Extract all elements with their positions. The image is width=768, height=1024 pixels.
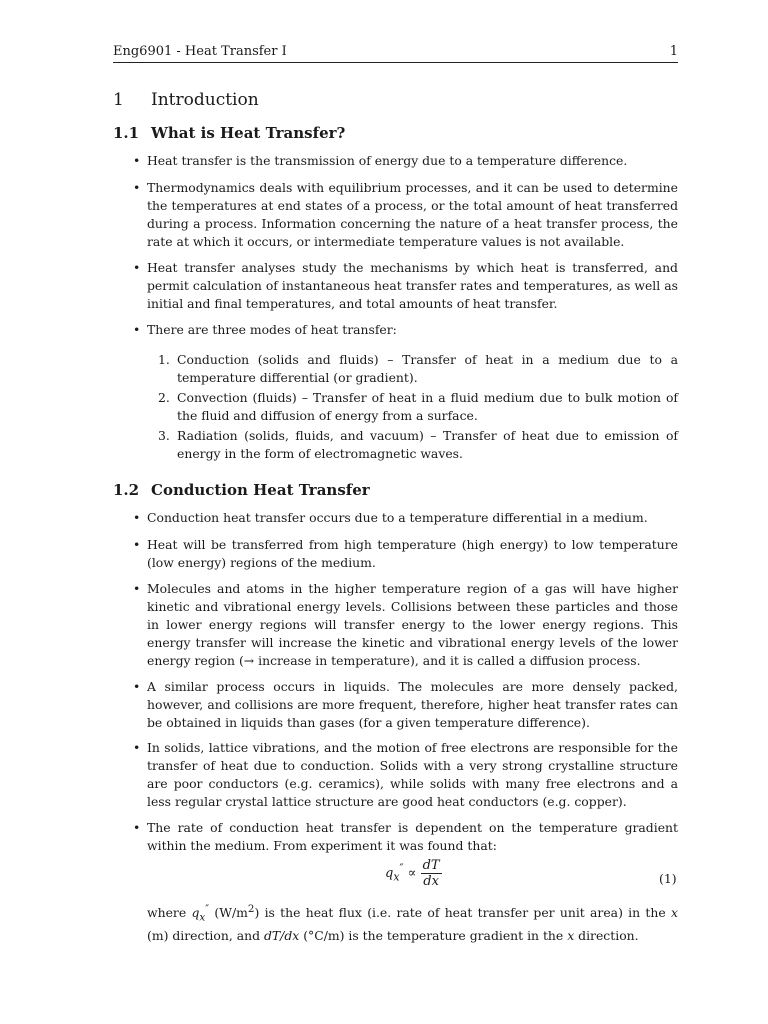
bullet-icon: • xyxy=(133,260,141,275)
running-header xyxy=(113,44,678,59)
eq-numerator: dT xyxy=(422,858,440,873)
bullet-text: A similar process occurs in liquids. The molecules are more densely packed, however, and collisions are more frequent, therefore, higher heat transfer rates can be obtained in liquids than gases (for a given temperature difference). xyxy=(147,679,678,730)
bullet-icon: • xyxy=(133,740,141,755)
section-heading xyxy=(113,90,259,110)
bullet-item xyxy=(133,509,678,527)
bullet-item xyxy=(133,739,678,811)
eq-lhs: q xyxy=(385,866,394,881)
x-variable: x xyxy=(567,927,575,943)
bullet-text: Heat transfer analyses study the mechanisms by which heat is transferred, and permit calculation of instantaneous heat transfer rates and temperatures, as well as initial and final temperatures, and total amounts of heat transfer. xyxy=(147,260,678,311)
gradient-symbol: dT/dx xyxy=(263,927,300,943)
flux-symbol: q xyxy=(191,905,200,921)
text-fragment: where xyxy=(147,905,187,921)
bullet-item xyxy=(133,580,678,670)
eq-prime: ″ xyxy=(399,861,404,875)
bullet-item xyxy=(133,259,678,313)
text-fragment: (m) direction, and xyxy=(147,927,261,943)
bullet-icon: • xyxy=(133,322,141,337)
subsection-heading-1-1 xyxy=(113,124,345,142)
section-title: Introduction xyxy=(151,90,259,110)
text-fragment: (W/m xyxy=(214,905,248,921)
bullet-text: There are three modes of heat transfer: xyxy=(147,322,397,337)
bullet-icon: • xyxy=(133,180,141,195)
list-item xyxy=(158,351,678,387)
x-variable: x xyxy=(670,905,678,921)
subsection-number: 1.1 xyxy=(113,124,140,142)
bullet-icon: • xyxy=(133,679,141,694)
eq-sub: x xyxy=(393,870,400,884)
equation-number: (1) xyxy=(659,871,677,886)
text-fragment: (°C/m) is the temperature gradient in the xyxy=(303,927,564,943)
course-title: Eng6901 - Heat Transfer I xyxy=(113,44,287,59)
bullet-item xyxy=(133,819,678,855)
bullet-text: Heat will be transferred from high temperature (high energy) to low temperature (low energy) regions of the medium. xyxy=(147,537,678,570)
bullet-text: In solids, lattice vibrations, and the motion of free electrons are responsible for the transfer of heat due to conduction. Solids with a very strong crystalline structure are poor conductors (e.g. ceramics), while solids with many free electrons and a less regular crystal lattice structure are good heat conductors (e.g. copper). xyxy=(147,740,678,809)
list-number: 1. xyxy=(158,352,170,367)
eq-fraction xyxy=(421,858,442,889)
bullet-text: Heat transfer is the transmission of energy due to a temperature difference. xyxy=(147,153,628,168)
superscript: 2 xyxy=(247,903,255,915)
bullet-icon: • xyxy=(133,510,141,525)
bullet-item xyxy=(133,678,678,732)
list-item xyxy=(158,427,678,463)
bullet-item xyxy=(133,321,678,339)
header-rule xyxy=(113,62,678,63)
bullet-text: Thermodynamics deals with equilibrium processes, and it can be used to determine the temperatures at end states of a process, or the total amount of heat transferred during a process. Information concerning the nature of a heat transfer process, the rate at which it occurs, or intermediate temperature values is not available. xyxy=(147,180,678,249)
equation-explanation: where $q_x''$ $(W/m^2)$ is the heat flux (i.e. rate of heat transfer per unit area) in the x (m) direction, and dT/dx (°C/m) is the temperature gradient in the x direction. xyxy=(147,903,678,943)
subsection-heading-1-2 xyxy=(113,481,370,499)
page-number: 1 xyxy=(669,44,678,59)
bullet-item xyxy=(133,152,678,170)
eq-relation: ∝ xyxy=(407,866,417,881)
bullet-text: Conduction heat transfer occurs due to a temperature differential in a medium. xyxy=(147,510,648,525)
eq-denominator: dx xyxy=(423,874,439,889)
bullet-text: The rate of conduction heat transfer is dependent on the temperature gradient within the medium. From experiment it was found that: xyxy=(147,820,678,853)
list-number: 3. xyxy=(158,428,170,443)
list-text: Radiation (solids, fluids, and vacuum) – Transfer of heat due to emission of energy in the form of electromagnetic waves. xyxy=(177,428,678,461)
equation-1 xyxy=(385,858,442,889)
bullet-text: Molecules and atoms in the higher temperature region of a gas will have higher kinetic and vibrational energy levels. Collisions between these particles and those in lower energy regions will transfer energy to the lower energy regions. This energy transfer will increase the kinetic and vibrational energy levels of the lower energy region (→ increase in temperature), and it is called a diffusion process. xyxy=(147,581,678,668)
flux-subscript: x xyxy=(199,911,206,924)
bullet-icon: • xyxy=(133,153,141,168)
bullet-icon: • xyxy=(133,820,141,835)
list-number: 2. xyxy=(158,390,170,405)
text-fragment: direction. xyxy=(578,927,639,943)
bullet-icon: • xyxy=(133,537,141,552)
bullet-item xyxy=(133,536,678,572)
section-number: 1 xyxy=(113,90,124,110)
list-item xyxy=(158,389,678,425)
bullet-item xyxy=(133,179,678,251)
list-text: Convection (fluids) – Transfer of heat in a fluid medium due to bulk motion of the fluid and diffusion of energy from a surface. xyxy=(177,390,678,423)
subsection-title: What is Heat Transfer? xyxy=(151,124,346,142)
list-text: Conduction (solids and fluids) – Transfer of heat in a medium due to a temperature differential (or gradient). xyxy=(177,352,678,385)
text-fragment: ) is the heat flux (i.e. rate of heat transfer per unit area) in the xyxy=(254,905,666,921)
subsection-title: Conduction Heat Transfer xyxy=(151,481,370,499)
bullet-icon: • xyxy=(133,581,141,596)
subsection-number: 1.2 xyxy=(113,481,140,499)
